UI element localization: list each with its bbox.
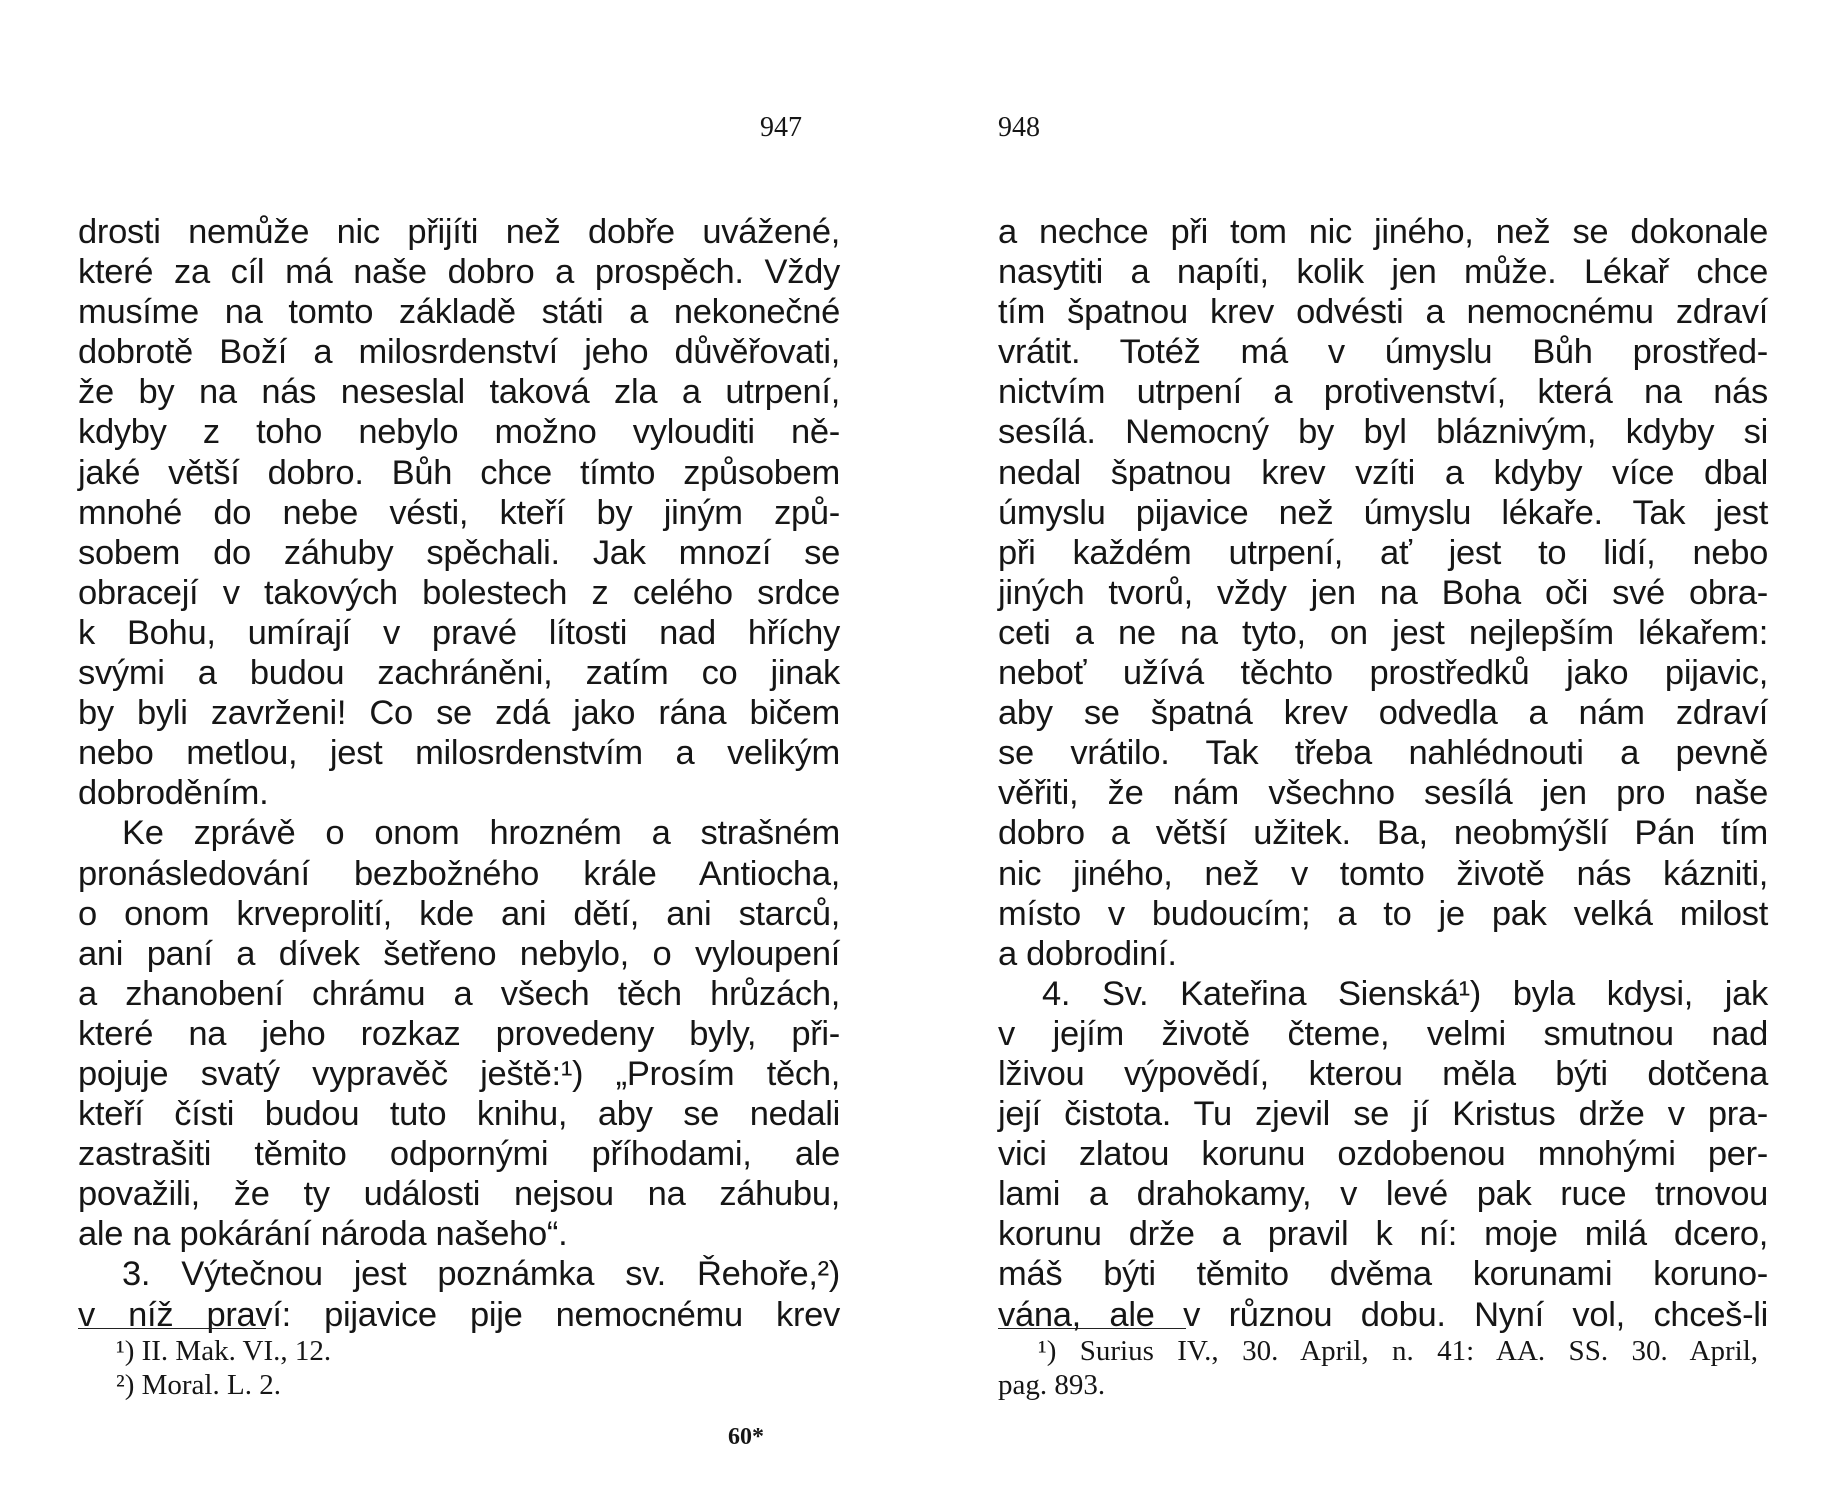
footnote-divider-left: [78, 1328, 266, 1329]
text-line: nedal špatnou krev vzíti a kdyby více dbal: [998, 453, 1768, 492]
text-line: dobro a větší užitek. Ba, neobmýšlí Pán tím: [998, 814, 1768, 853]
text-line: pojuje svatý vypravěč ještě:¹) „Prosím těch,: [78, 1054, 840, 1093]
text-line: úmyslu pijavice než úmyslu lékaře. Tak jest: [998, 493, 1768, 532]
text-line: k Bohu, umírají v pravé lítosti nad hříchy: [78, 613, 840, 652]
text-line: sobem do záhuby spěchali. Jak mnozí se: [78, 533, 840, 572]
text-line: v jejím životě čteme, velmi smutnou nad: [998, 1014, 1768, 1053]
text-line: kdyby z toho nebylo možno vylouditi ně-: [78, 413, 840, 452]
page-number-right: 948: [998, 112, 1040, 143]
text-line: nasytiti a napíti, kolik jen může. Lékař chce: [998, 253, 1768, 292]
text-line: vici zlatou korunu ozdobenou mnohými per-: [998, 1135, 1768, 1174]
text-line: korunu drže a pravil k ní: moje milá dcero,: [998, 1215, 1768, 1254]
text-line: jaké větší dobro. Bůh chce tímto způsobem: [78, 453, 840, 492]
text-line: 4. Sv. Kateřina Sienská¹) byla kdysi, jak: [1042, 974, 1768, 1013]
text-line: lami a drahokamy, v levé pak ruce trnovou: [998, 1175, 1768, 1214]
text-line: že by na nás neseslal taková zla a utrpení,: [78, 373, 840, 412]
text-line: ani paní a dívek šetřeno nebylo, o vyloupení: [78, 934, 840, 973]
text-line: ceti a ne na tyto, on jest nejlepším lékařem:: [998, 613, 1768, 652]
text-line: aby se špatná krev odvedla a nám zdraví: [998, 694, 1768, 733]
text-line: nic jiného, než v tomto životě nás kázniti,: [998, 854, 1768, 893]
text-line: Ke zprávě o onom hrozném a strašném: [122, 814, 840, 853]
text-line: ale na pokárání národa našeho“.: [78, 1215, 568, 1254]
text-line: musíme na tomto základě státi a nekonečné: [78, 293, 840, 332]
text-line: o onom krveprolití, kde ani dětí, ani starců,: [78, 894, 840, 933]
text-line: vrátit. Totéž má v úmyslu Bůh prostřed-: [998, 333, 1768, 372]
left-column-text: [78, 212, 840, 1335]
text-line: máš býti těmito dvěma korunami koruno-: [998, 1255, 1768, 1294]
text-line: mnohé do nebe vésti, kteří by jiným způ-: [78, 493, 840, 532]
footnote-divider-right: [998, 1328, 1186, 1329]
text-line: se vrátilo. Tak třeba nahlédnouti a pevně: [998, 734, 1768, 773]
text-line: sesílá. Nemocný by byl bláznivým, kdyby si: [998, 413, 1768, 452]
text-line: neboť užívá těchto prostředků jako pijavic,: [998, 654, 1768, 693]
text-line: kteří čísti budou tuto knihu, aby se nedali: [78, 1095, 840, 1134]
text-line: svými a budou zachráněni, zatím co jinak: [78, 654, 840, 693]
text-line: a zhanobení chrámu a všech těch hrůzách,: [78, 974, 840, 1013]
text-line: vána, ale v různou dobu. Nyní vol, chceš-li: [998, 1295, 1768, 1334]
text-line: obracejí v takových bolestech z celého srdce: [78, 573, 840, 612]
footnotes-right: [998, 1334, 1758, 1402]
text-line: jiných tvorů, vždy jen na Boha oči své obra-: [998, 573, 1768, 612]
text-line: v níž praví: pijavice pije nemocnému krev: [78, 1295, 840, 1334]
text-line: drosti nemůže nic přijíti než dobře uvážené,: [78, 213, 840, 251]
signature-mark: 60*: [728, 1424, 764, 1450]
right-column-text: [998, 212, 1768, 1335]
text-line: a nechce při tom nic jiného, než se dokonale: [998, 213, 1768, 251]
text-line: zastrašiti těmito odpornými příhodami, ale: [78, 1135, 840, 1174]
footnote: ¹) Surius IV., 30. April, n. 41: AA. SS. 30. April,: [1038, 1335, 1758, 1367]
text-line: pronásledování bezbožného krále Antiocha,: [78, 854, 840, 893]
text-line: její čistota. Tu zjevil se jí Kristus drže v pra-: [998, 1095, 1768, 1134]
page-number-left: 947: [760, 112, 802, 143]
text-line: považili, že ty události nejsou na záhubu,: [78, 1175, 840, 1214]
text-line: 3. Výtečnou jest poznámka sv. Řehoře,²): [122, 1255, 840, 1294]
text-line: které na jeho rozkaz provedeny byly, při-: [78, 1014, 840, 1053]
footnotes-left: [116, 1334, 816, 1402]
text-line: nictvím utrpení a protivenství, která na nás: [998, 373, 1768, 412]
footnote: ²) Moral. L. 2.: [116, 1369, 281, 1401]
text-line: by byli zavrženi! Co se zdá jako rána bičem: [78, 694, 840, 733]
text-line: nebo metlou, jest milosrdenstvím a velikým: [78, 734, 840, 773]
text-line: místo v budoucím; a to je pak velká milost: [998, 894, 1768, 933]
text-line: dobrotě Boží a milosrdenství jeho důvěřovati,: [78, 333, 840, 372]
text-line: tím špatnou krev odvésti a nemocnému zdraví: [998, 293, 1768, 332]
text-line: a dobrodiní.: [998, 934, 1177, 973]
text-line: dobroděním.: [78, 774, 269, 813]
footnote: ¹) II. Mak. VI., 12.: [116, 1335, 332, 1367]
text-line: které za cíl má naše dobro a prospěch. Vždy: [78, 253, 840, 292]
text-line: věřiti, že nám všechno sesílá jen pro naše: [998, 774, 1768, 813]
text-line: lživou výpovědí, kterou měla býti dotčena: [998, 1054, 1768, 1093]
text-line: při každém utrpení, ať jest to lidí, nebo: [998, 533, 1768, 572]
footnote-continuation: pag. 893.: [998, 1369, 1106, 1401]
